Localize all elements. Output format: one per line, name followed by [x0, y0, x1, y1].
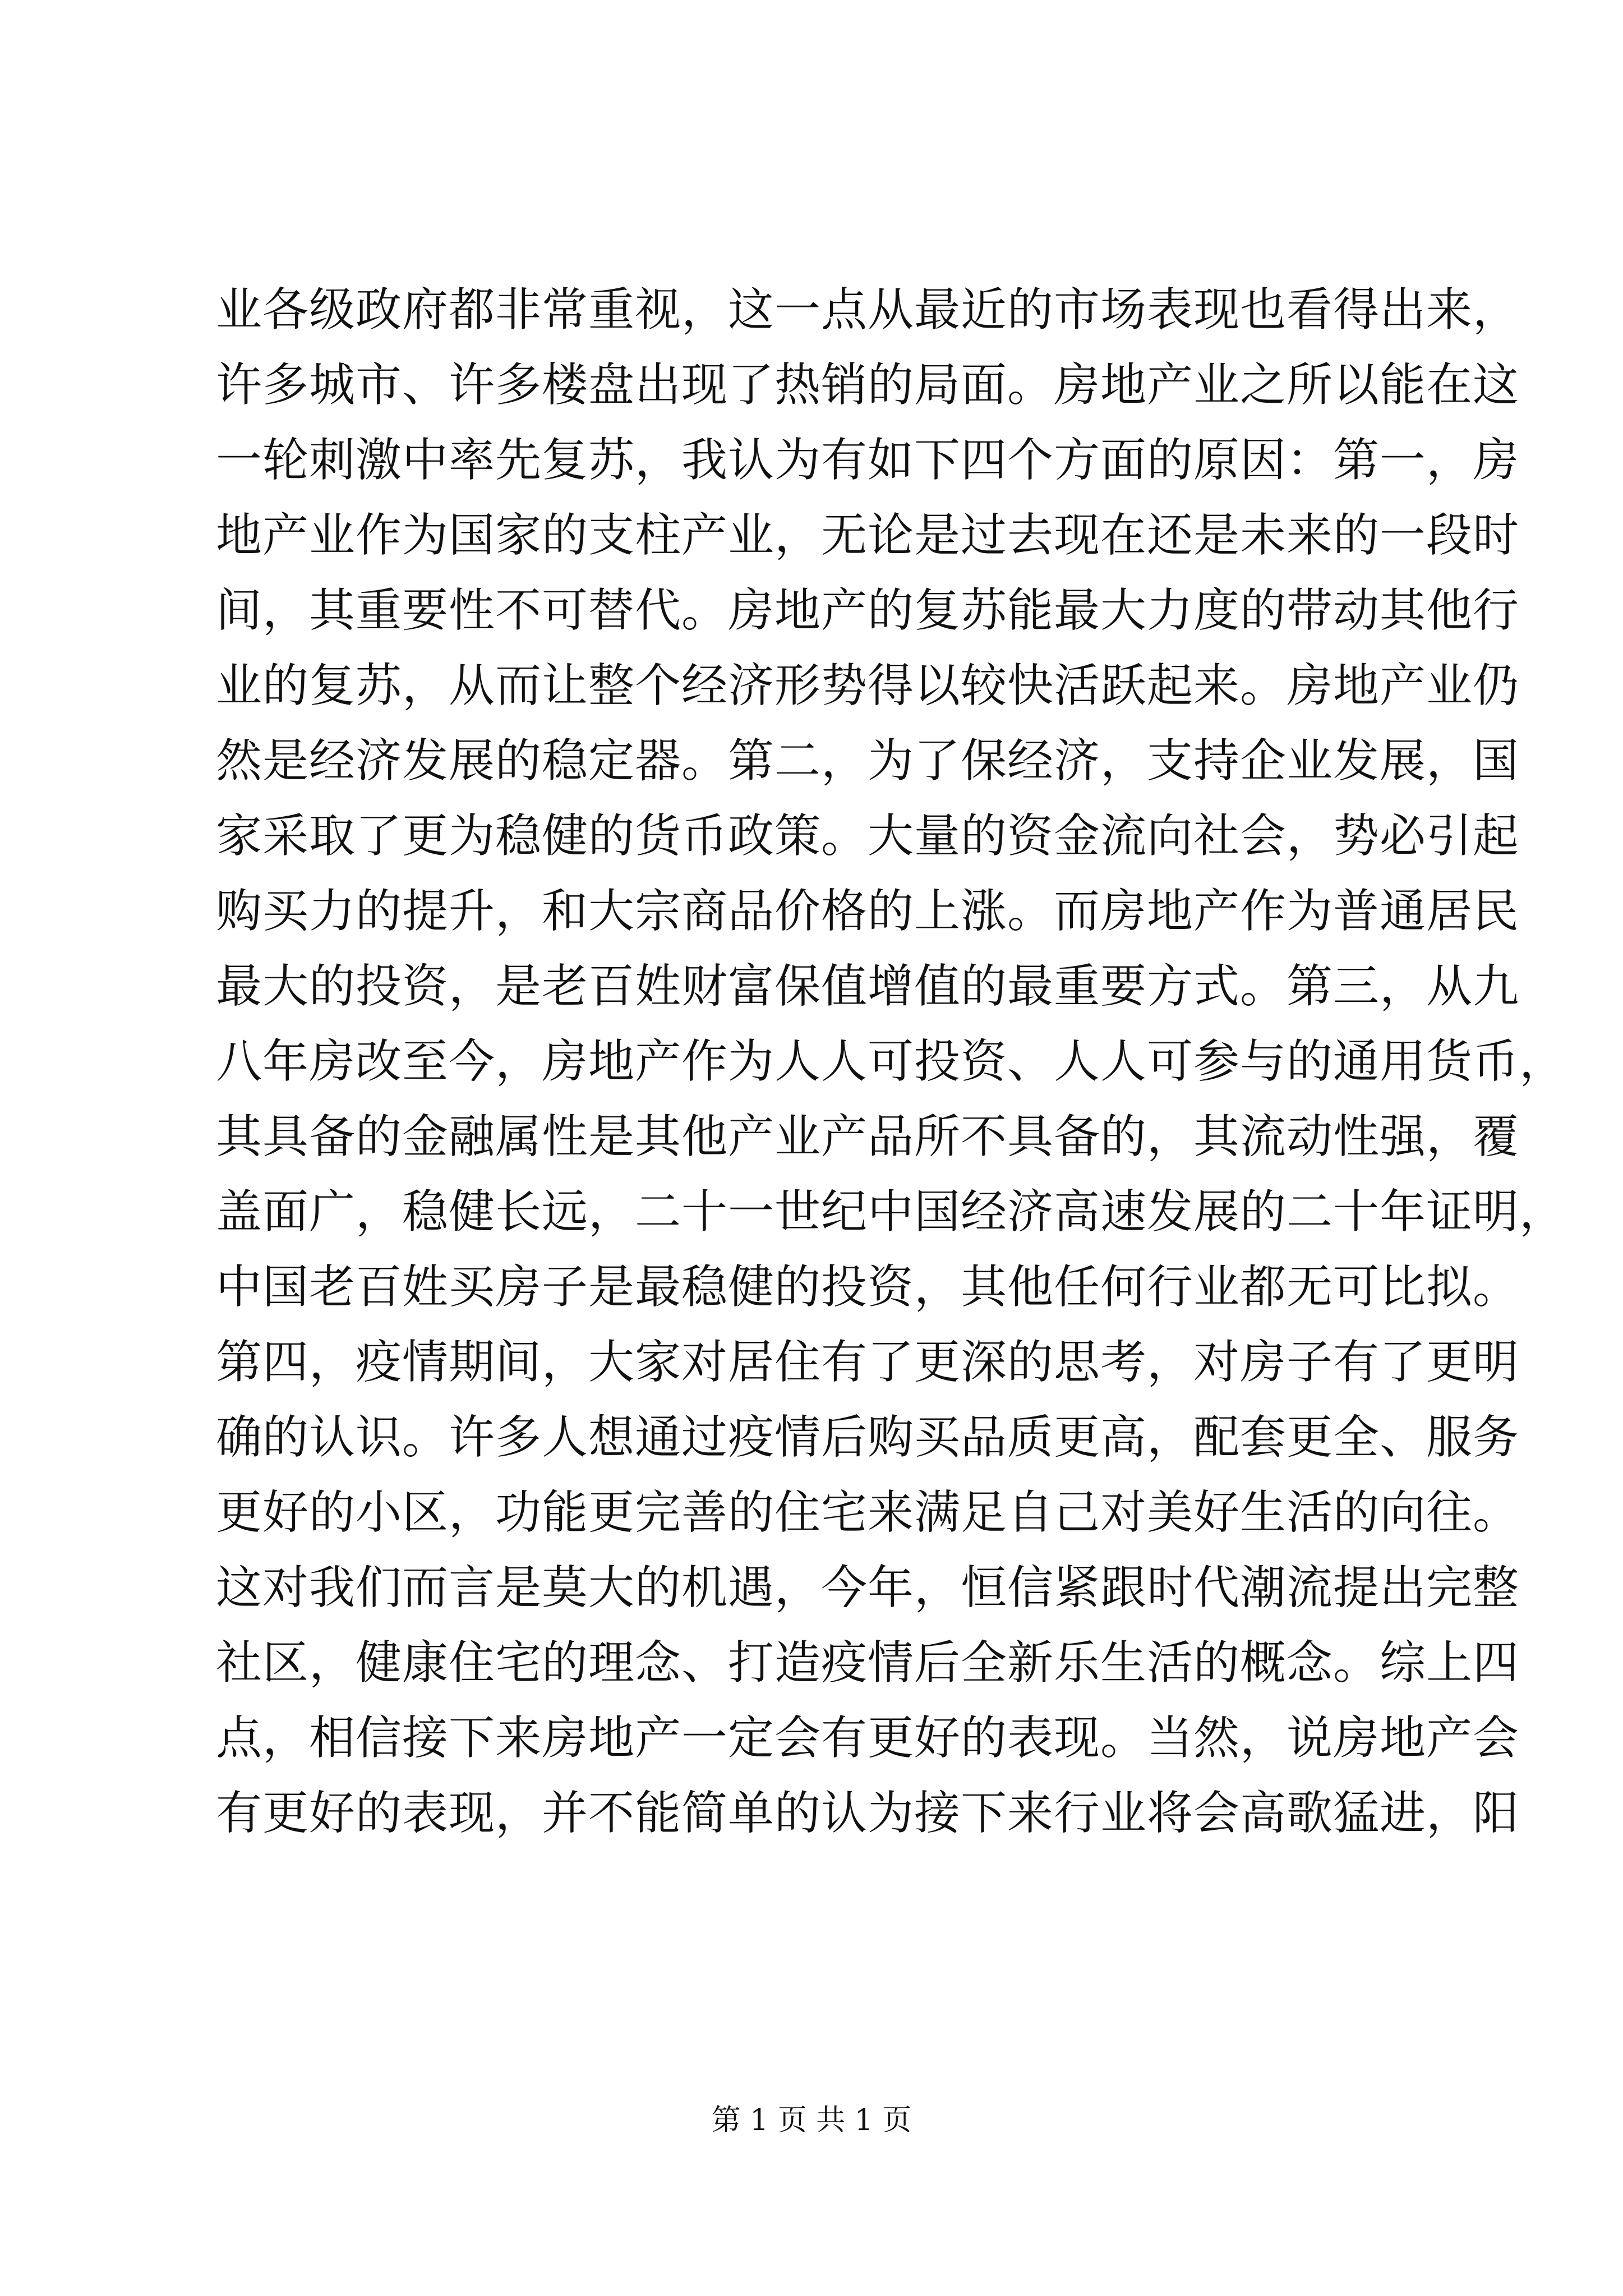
text-line: 社区，健康住宅的理念、打造疫情后全新乐生活的概念。综上四 [216, 1636, 1520, 1690]
text-line: 更好的小区，功能更完善的住宅来满足自己对美好生活的向往。 [216, 1486, 1520, 1539]
text-line: 家采取了更为稳健的货币政策。大量的资金流向社会，势必引起 [216, 809, 1520, 863]
text-line: 购买力的提升，和大宗商品价格的上涨。而房地产作为普通居民 [216, 885, 1520, 938]
text-line: 盖面广，稳健长远，二十一世纪中国经济高速发展的二十年证明， [216, 1185, 1566, 1239]
text-line: 中国老百姓买房子是最稳健的投资，其他任何行业都无可比拟。 [216, 1260, 1520, 1314]
text-line: 业各级政府都非常重视，这一点从最近的市场表现也看得出来， [216, 283, 1520, 337]
text-line: 最大的投资，是老百姓财富保值增值的最重要方式。第三，从九 [216, 960, 1520, 1013]
text-line: 这对我们而言是莫大的机遇，今年，恒信紧跟时代潮流提出完整 [216, 1561, 1520, 1614]
text-line: 八年房改至今，房地产作为人人可投资、人人可参与的通用货币， [216, 1035, 1566, 1088]
text-line: 然是经济发展的稳定器。第二，为了保经济，支持企业发展，国 [216, 734, 1520, 788]
text-line: 业的复苏，从而让整个经济形势得以较快活跃起来。房地产业仍 [216, 659, 1520, 712]
text-line: 有更好的表现，并不能简单的认为接下来行业将会高歌猛进，阳 [216, 1787, 1520, 1840]
page-footer: 第 1 页 共 1 页 [711, 2104, 912, 2137]
text-line: 一轮刺激中率先复苏，我认为有如下四个方面的原因：第一，房 [216, 434, 1520, 487]
text-line: 其具备的金融属性是其他产业产品所不具备的，其流动性强，覆 [216, 1110, 1520, 1163]
text-line: 间，其重要性不可替代。房地产的复苏能最大力度的带动其他行 [216, 584, 1520, 637]
text-line: 第四，疫情期间，大家对居住有了更深的思考，对房子有了更明 [216, 1336, 1520, 1389]
text-line: 许多城市、许多楼盘出现了热销的局面。房地产业之所以能在这 [216, 358, 1520, 412]
text-line: 地产业作为国家的支柱产业，无论是过去现在还是未来的一段时 [216, 509, 1520, 562]
text-line: 确的认识。许多人想通过疫情后购买品质更高，配套更全、服务 [216, 1411, 1520, 1464]
text-line: 点，相信接下来房地产一定会有更好的表现。当然，说房地产会 [216, 1711, 1520, 1765]
